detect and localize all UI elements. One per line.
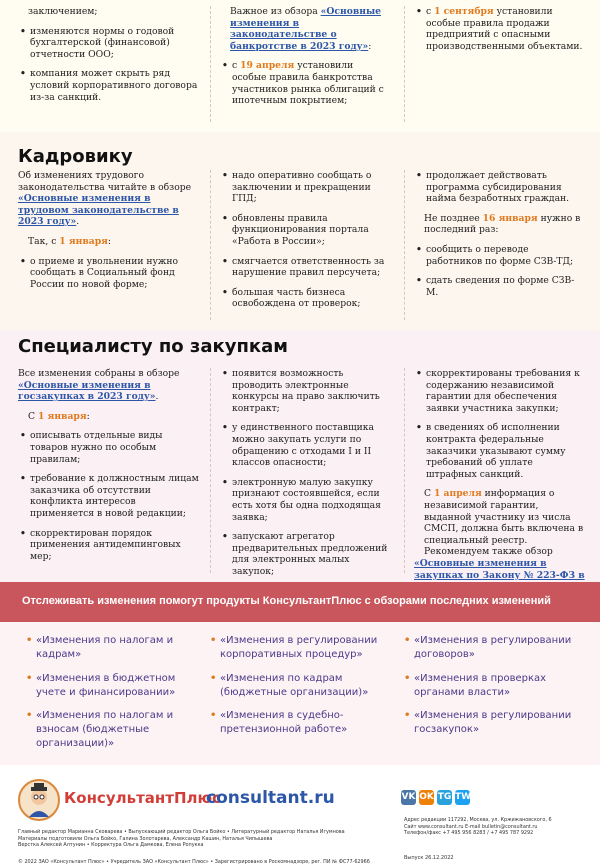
list-item: • большая часть бизнеса освобождена от проверок; (220, 287, 392, 310)
divider (210, 170, 211, 320)
text: Все изменения собраны в обзоре (18, 368, 180, 379)
text: установили особые правила банкротства участников рынка облигаций с ипотечным покрытием; (232, 60, 384, 107)
text: : (107, 235, 112, 247)
divider (210, 368, 211, 573)
copyright: © 2022 ЗАО «Консультант Плюс» • Учредитель ЗАО «Консультант Плюс» • Зарегистрировано в Роскомнадзоре, рег. ПИ № ФС77-62966 (18, 859, 370, 865)
list-item: • сообщить о переводе работников по форме СЗВ-ТД; (414, 244, 586, 267)
date-highlight: 19 апреля (240, 60, 295, 72)
top-col-1 (18, 6, 200, 111)
list-item: • компания может скрыть ряд условий корпоративного договора из-за санкций. (18, 68, 200, 103)
products-section (0, 622, 600, 765)
text: заключением; (28, 6, 98, 17)
divider (210, 6, 211, 122)
section-title: Кадровику (18, 146, 133, 167)
text: Об изменениях трудового законодательства читайте в обзоре (18, 170, 192, 193)
top-col-3 (414, 6, 584, 60)
text: нужно в последний раз: (424, 212, 581, 236)
list-item: • смягчается ответственность за нарушение правил персучета; (220, 256, 392, 279)
proc-col-2 (220, 368, 392, 586)
divider (404, 368, 405, 573)
site-link[interactable]: consultant.ru (206, 788, 335, 808)
list-item: • о приеме и увольнении нужно сообщать в Социальный фонд России по новой форме; (18, 256, 200, 291)
mascot-icon (20, 781, 58, 819)
text: . (76, 216, 80, 228)
text: Важное из обзора (230, 6, 321, 17)
date-highlight: 1 января (59, 235, 108, 247)
products-banner: Отслеживать изменения помогут продукты КонсультантПлюс с обзорами последних изменений (0, 582, 600, 622)
list-item: • скорректированы требования к содержанию независимой гарантии для обеспечения заявки участника закупки; (414, 368, 586, 414)
date-highlight: 1 апреля (433, 488, 482, 500)
top-col-2 (220, 6, 390, 115)
product-link[interactable]: • «Изменения по налогам и взносам (бюджетные организации)» (26, 709, 186, 751)
text: Рекомендуем также обзор (424, 546, 553, 558)
list-item: • продолжает действовать программа субсидирования найма безработных граждан. (414, 170, 586, 205)
list-item: • сдать сведения по форме СЗВ-М. (414, 275, 586, 298)
credits (18, 829, 388, 849)
text: : (368, 40, 372, 52)
proc-col-3 (414, 368, 586, 601)
list-item: • описывать отдельные виды товаров нужно по особым правилам; (18, 430, 200, 465)
footer (0, 765, 600, 868)
review-link[interactable]: «Основные изменения в законодательстве о банкротстве в 2023 году» (230, 6, 381, 52)
list-item: • появится возможность проводить электронные конкурсы на право заключить контракт; (220, 368, 392, 414)
telegram-icon[interactable]: TG (437, 790, 452, 805)
section-procurement (0, 330, 600, 582)
list-item: • у единственного поставщика можно закупать услуги по обращению с отходами I и II классов опасности; (220, 422, 392, 468)
product-link[interactable]: • «Изменения в судебно-претензионной работе» (210, 709, 380, 737)
text: с (426, 6, 435, 17)
logo-mascot-icon (18, 779, 60, 821)
vk-icon[interactable]: VK (401, 790, 416, 805)
section-top (0, 0, 600, 132)
text: Так, с (28, 235, 60, 247)
list-item: • изменяются нормы о годовой бухгалтерской (финансовой) отчетности ООО; (18, 26, 200, 61)
text: С (28, 410, 38, 422)
product-link[interactable]: • «Изменения в регулировании договоров» (404, 634, 574, 662)
product-link[interactable]: • «Изменения по налогам и кадрам» (26, 634, 186, 662)
credits-line: Главный редактор Марианна Сковарева • Выпускающий редактор Ольга Бойко • Литературный редактор Наталья Игумнова (18, 829, 345, 835)
date-highlight: 1 января (37, 410, 87, 422)
address-line: Адрес редакции 117292, Москва, ул. Кржижановского, 6 (404, 817, 552, 823)
date-highlight: 1 сентября (434, 6, 494, 17)
list-item: • запускают агрегатор предварительных предложений для электронных малых закупок; (220, 531, 392, 577)
list-item: • в сведениях об исполнении контракта федеральные заказчики указывают сумму требований об уплате штрафных санкций. (414, 422, 586, 480)
list-item: • электронную малую закупку признают состоявшейся, если есть хотя бы одна подходящая заявка; (220, 477, 392, 523)
issue-date: Выпуск 26.12.2022 (404, 855, 454, 861)
credits-line: Верстка Алексей Алтунин • Корректура Ольга Дамкова, Елена Ропукка (18, 842, 204, 849)
hr-col-3 (414, 170, 586, 306)
text: с (232, 60, 241, 72)
text: С (424, 488, 434, 500)
hr-col-2 (220, 170, 392, 318)
editorial-address (404, 817, 594, 837)
section-title: Специалисту по закупкам (18, 336, 288, 357)
divider (404, 170, 405, 320)
list-item: • надо оперативно сообщать о заключении и прекращении ГПД; (220, 170, 392, 205)
address-line: Телефон/факс +7 495 956 8283 / +7 495 787 9292 (404, 830, 534, 837)
text: информация о независимой гарантии, выданной участнику из числа СМСП, должна быть включена в специальный реестр. (424, 488, 584, 546)
text: Не позднее (424, 212, 483, 224)
list-item: • скорректирован порядок применения антидемпинговых мер; (18, 528, 200, 563)
proc-col-1 (18, 368, 200, 570)
review-link[interactable]: «Основные изменения в закупках по Закону № 223-ФЗ в (414, 557, 585, 581)
product-link[interactable]: • «Изменения в проверках органами власти» (404, 672, 574, 700)
date-highlight: 16 января (482, 212, 538, 224)
product-link[interactable]: • «Изменения в регулировании госзакупок» (404, 709, 574, 737)
credits-line: Материалы подготовили Ольга Бойко, Галина Золотарева, Александр Кашин, Наталья Чипышева (18, 835, 273, 842)
text: : (86, 410, 90, 422)
hr-col-1 (18, 170, 200, 298)
list-item: • требование к должностным лицам заказчика об отсутствии конфликта интересов применяется в новой редакции; (18, 473, 200, 519)
brand-logo[interactable]: КонсультантПлюс (64, 789, 221, 807)
review-link[interactable]: «Основные изменения в госзакупках в 2023 году» (18, 379, 156, 403)
product-link[interactable]: • «Изменения по кадрам (бюджетные организации)» (210, 672, 380, 700)
address-line: Сайт www.consultant.ru E-mail bulletin@consultant.ru (404, 823, 538, 830)
list-item: • обновлены правила функционирования портала «Работа в России»; (220, 213, 392, 248)
product-link[interactable]: • «Изменения в регулировании корпоративных процедур» (210, 634, 380, 662)
divider (404, 6, 405, 122)
ok-icon[interactable]: OK (419, 790, 434, 805)
review-link[interactable]: «Основные изменения в трудовом законодательстве в 2023 году» (18, 193, 179, 228)
product-link[interactable]: • «Изменения в бюджетном учете и финансировании» (26, 672, 186, 700)
section-hr (0, 132, 600, 330)
twitter-icon[interactable]: TW (455, 790, 470, 805)
text: установили особые правила продажи предприятий с опасными производственными объектами. (426, 6, 583, 52)
text: . (155, 391, 159, 403)
